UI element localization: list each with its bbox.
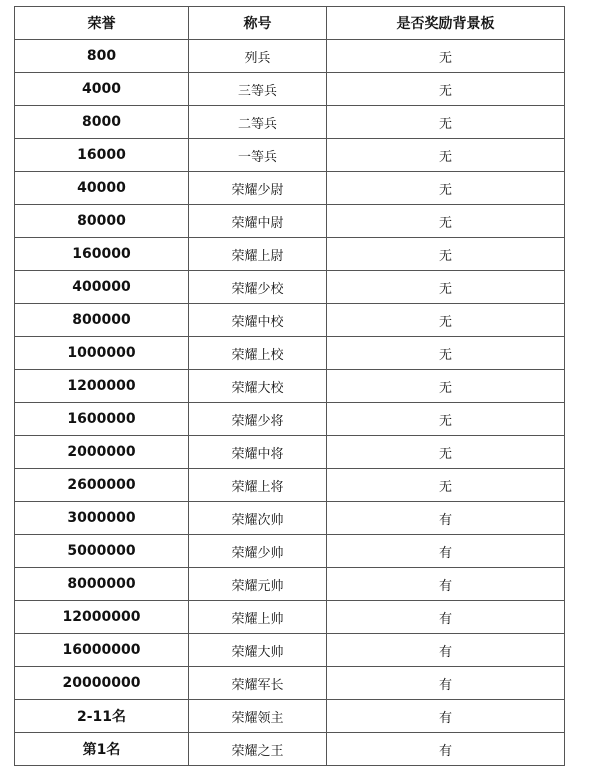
rank-title-cell: 荣耀上尉 [189,238,327,271]
honor-value-cell: 800000 [15,304,189,337]
background-reward-cell: 有 [327,700,565,733]
table-row [15,502,565,535]
honor-value-cell: 4000 [15,73,189,106]
table-row [15,370,565,403]
background-reward-cell: 有 [327,502,565,535]
table-row [15,337,565,370]
table-row [15,271,565,304]
background-reward-cell: 有 [327,634,565,667]
rank-title-cell: 二等兵 [189,106,327,139]
background-reward-cell: 无 [327,139,565,172]
background-reward-cell: 无 [327,238,565,271]
table-row [15,238,565,271]
rank-title-cell: 荣耀少将 [189,403,327,436]
rank-title-cell: 荣耀次帅 [189,502,327,535]
table-body [15,40,565,766]
honor-value-cell: 160000 [15,238,189,271]
rank-title-cell: 荣耀大帅 [189,634,327,667]
background-reward-cell: 有 [327,568,565,601]
honor-value-cell: 80000 [15,205,189,238]
honor-rank-table [14,6,565,766]
honor-value-cell: 16000000 [15,634,189,667]
table-row [15,73,565,106]
background-reward-cell: 无 [327,370,565,403]
rank-title-cell: 荣耀中校 [189,304,327,337]
rank-title-cell: 三等兵 [189,73,327,106]
honor-value-cell: 16000 [15,139,189,172]
honor-value-cell: 第1名 [15,733,189,766]
table-row [15,469,565,502]
table-row [15,172,565,205]
honor-value-cell: 2-11名 [15,700,189,733]
background-reward-cell: 无 [327,436,565,469]
background-reward-cell: 无 [327,205,565,238]
background-reward-cell: 无 [327,172,565,205]
rank-title-cell: 荣耀少尉 [189,172,327,205]
table-row [15,634,565,667]
header-honor: 荣誉 [15,7,189,40]
table-row [15,700,565,733]
rank-title-cell: 荣耀少校 [189,271,327,304]
rank-title-cell: 荣耀中尉 [189,205,327,238]
honor-value-cell: 2000000 [15,436,189,469]
background-reward-cell: 有 [327,667,565,700]
table-header-row [15,7,565,40]
rank-title-cell: 荣耀元帅 [189,568,327,601]
rank-title-cell: 荣耀领主 [189,700,327,733]
background-reward-cell: 无 [327,337,565,370]
table-row [15,601,565,634]
header-background-reward: 是否奖励背景板 [327,7,565,40]
honor-value-cell: 8000 [15,106,189,139]
rank-title-cell: 荣耀大校 [189,370,327,403]
honor-value-cell: 400000 [15,271,189,304]
honor-value-cell: 12000000 [15,601,189,634]
honor-rank-table-container [14,6,565,766]
table-row [15,667,565,700]
honor-value-cell: 40000 [15,172,189,205]
background-reward-cell: 无 [327,403,565,436]
background-reward-cell: 无 [327,40,565,73]
rank-title-cell: 荣耀少帅 [189,535,327,568]
honor-value-cell: 3000000 [15,502,189,535]
table-row [15,535,565,568]
honor-value-cell: 1000000 [15,337,189,370]
background-reward-cell: 有 [327,733,565,766]
table-row [15,568,565,601]
table-row [15,106,565,139]
honor-value-cell: 1200000 [15,370,189,403]
honor-value-cell: 2600000 [15,469,189,502]
rank-title-cell: 荣耀上帅 [189,601,327,634]
rank-title-cell: 荣耀中将 [189,436,327,469]
table-row [15,40,565,73]
rank-title-cell: 荣耀之王 [189,733,327,766]
rank-title-cell: 荣耀上将 [189,469,327,502]
rank-title-cell: 荣耀军长 [189,667,327,700]
table-row [15,436,565,469]
background-reward-cell: 无 [327,304,565,337]
rank-title-cell: 列兵 [189,40,327,73]
table-row [15,304,565,337]
background-reward-cell: 有 [327,535,565,568]
background-reward-cell: 有 [327,601,565,634]
background-reward-cell: 无 [327,73,565,106]
table-row [15,139,565,172]
honor-value-cell: 8000000 [15,568,189,601]
honor-value-cell: 800 [15,40,189,73]
header-title: 称号 [189,7,327,40]
table-row [15,733,565,766]
background-reward-cell: 无 [327,106,565,139]
honor-value-cell: 1600000 [15,403,189,436]
table-row [15,403,565,436]
background-reward-cell: 无 [327,271,565,304]
background-reward-cell: 无 [327,469,565,502]
table-row [15,205,565,238]
rank-title-cell: 一等兵 [189,139,327,172]
rank-title-cell: 荣耀上校 [189,337,327,370]
honor-value-cell: 20000000 [15,667,189,700]
honor-value-cell: 5000000 [15,535,189,568]
